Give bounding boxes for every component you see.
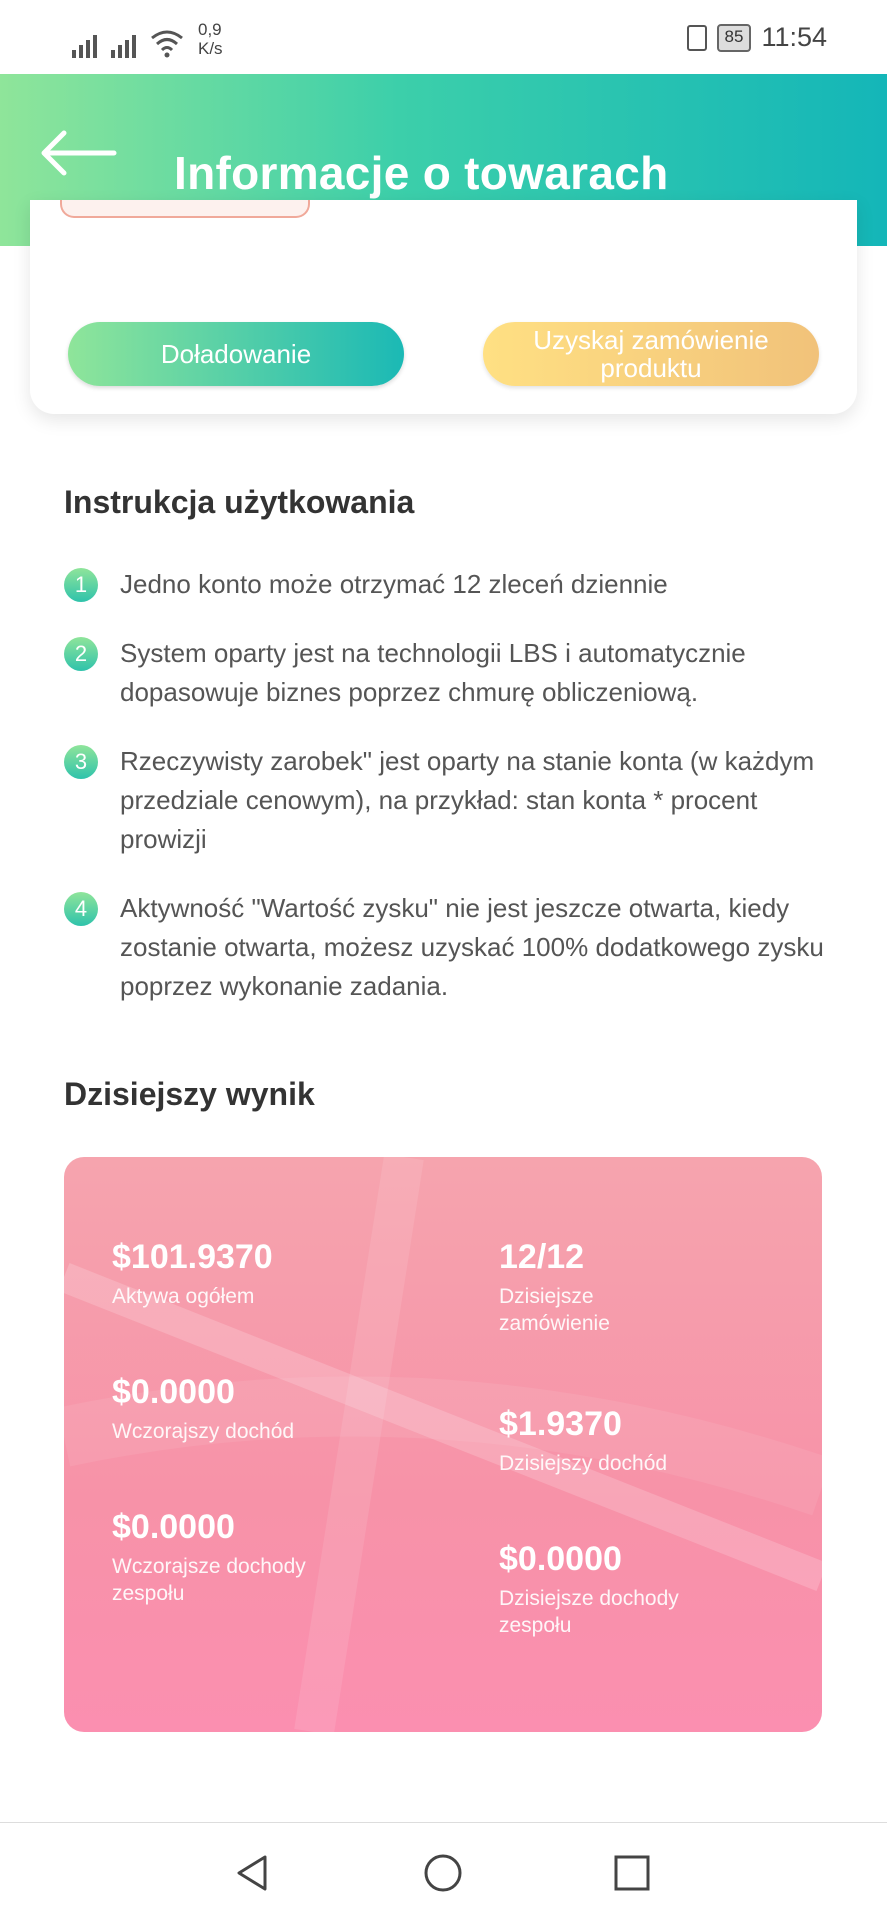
signal-icon bbox=[72, 28, 97, 58]
yesterday-team-income-stat bbox=[112, 1507, 352, 1607]
list-item bbox=[64, 742, 844, 859]
recharge-button[interactable]: Doładowanie bbox=[68, 322, 404, 386]
system-navigation-bar bbox=[0, 1822, 887, 1921]
today-income-label: Dzisiejszy dochód bbox=[499, 1452, 668, 1475]
get-order-button[interactable]: Uzyskaj zamówienie produktu bbox=[483, 322, 819, 386]
nav-back-icon[interactable] bbox=[233, 1853, 273, 1893]
today-income-stat bbox=[499, 1404, 799, 1477]
step-number-badge: 2 bbox=[64, 637, 98, 671]
action-card bbox=[30, 200, 857, 414]
yesterday-income-stat bbox=[112, 1372, 412, 1445]
total-assets-stat bbox=[112, 1237, 412, 1310]
battery-icon: 85 bbox=[717, 24, 752, 52]
back-arrow-icon[interactable] bbox=[38, 128, 118, 178]
instruction-text: Jedno konto może otrzymać 12 zleceń dziennie bbox=[120, 569, 668, 599]
yesterday-team-income-value: $0.0000 bbox=[112, 1508, 235, 1546]
card-partial-element bbox=[60, 200, 310, 218]
today-orders-value: 12/12 bbox=[499, 1238, 585, 1276]
instruction-text: Rzeczywisty zarobek" jest oparty na stanie konta (w każdym przedziale cenowym), na przykład: stan konta * procent prowizji bbox=[120, 746, 815, 854]
total-assets-value: $101.9370 bbox=[112, 1238, 273, 1276]
yesterday-income-label: Wczorajszy dochód bbox=[112, 1420, 295, 1443]
list-item bbox=[64, 889, 844, 1006]
today-orders-stat bbox=[499, 1237, 639, 1337]
results-title: Dzisiejszy wynik bbox=[64, 1076, 315, 1112]
clock: 11:54 bbox=[761, 22, 827, 52]
nav-recents-icon[interactable] bbox=[612, 1853, 652, 1893]
instruction-text: System oparty jest na technologii LBS i automatycznie dopasowuje biznes poprzez chmurę obliczeniową. bbox=[120, 638, 746, 707]
wifi-icon bbox=[150, 28, 184, 58]
step-number-badge: 3 bbox=[64, 745, 98, 779]
list-item bbox=[64, 634, 844, 712]
results-card bbox=[64, 1157, 822, 1732]
today-income-value: $1.9370 bbox=[499, 1405, 622, 1443]
nav-home-icon[interactable] bbox=[423, 1853, 463, 1893]
instructions-title: Instrukcja użytkowania bbox=[64, 484, 415, 520]
page-title: Informacje o towarach bbox=[174, 147, 669, 199]
today-team-income-label: Dzisiejsze dochody zespołu bbox=[499, 1587, 679, 1637]
today-team-income-stat bbox=[499, 1539, 739, 1639]
instruction-text: Aktywność "Wartość zysku" nie jest jeszcze otwarta, kiedy zostanie otwarta, możesz uzyskać 100% dodatkowego zysku poprzez wykonanie zadania. bbox=[120, 893, 824, 1001]
signal-icon bbox=[111, 28, 136, 58]
yesterday-team-income-label: Wczorajsze dochody zespołu bbox=[112, 1555, 306, 1605]
list-item bbox=[64, 565, 844, 604]
today-orders-label: Dzisiejsze zamówienie bbox=[499, 1285, 610, 1335]
vibrate-icon bbox=[687, 25, 707, 51]
step-number-badge: 1 bbox=[64, 568, 98, 602]
total-assets-label: Aktywa ogółem bbox=[112, 1285, 255, 1308]
today-team-income-value: $0.0000 bbox=[499, 1540, 622, 1578]
step-number-badge: 4 bbox=[64, 892, 98, 926]
yesterday-income-value: $0.0000 bbox=[112, 1373, 235, 1411]
network-speed-value: 0,9 bbox=[198, 20, 222, 39]
network-speed-unit: K/s bbox=[198, 39, 223, 58]
status-bar bbox=[0, 0, 887, 74]
network-speed bbox=[198, 20, 223, 58]
instructions-list bbox=[64, 565, 844, 1036]
